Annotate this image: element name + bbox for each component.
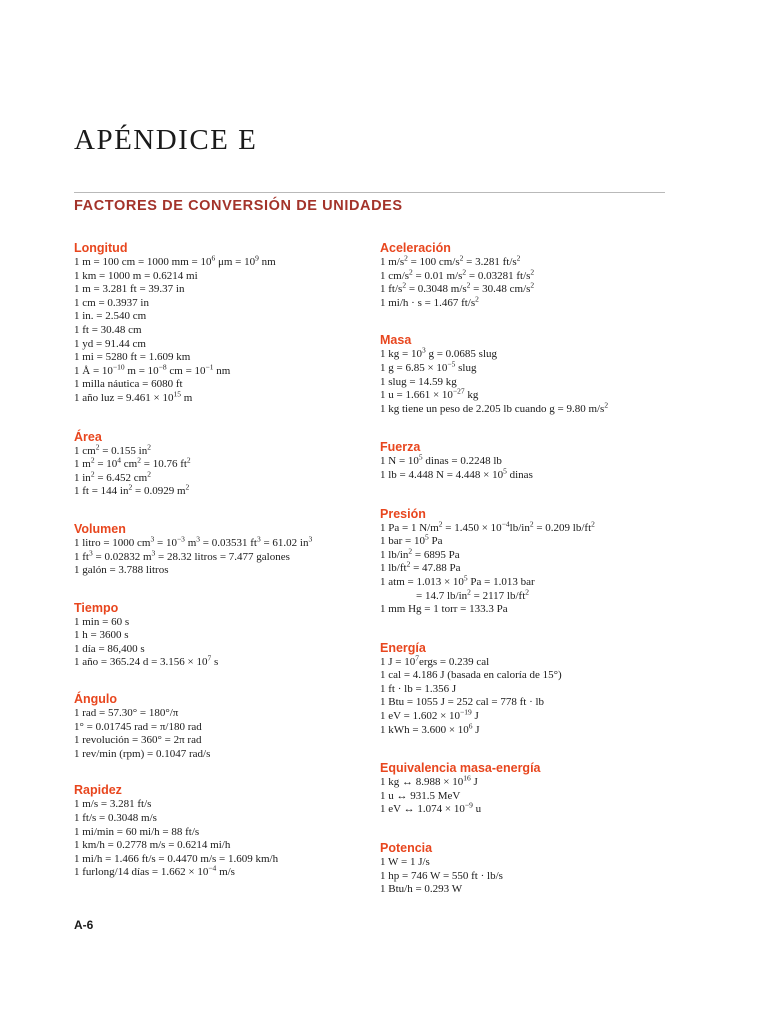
left-column xyxy=(74,241,364,880)
conversion-line: 1 $lb/ft^2 = 47.88$ Pa xyxy=(380,559,461,575)
section-title: Energía xyxy=(380,640,426,655)
conversion-line: 1 m/s = 3.281 ft/s xyxy=(74,798,152,811)
section-heading: FACTORES DE CONVERSIÓN DE UNIDADES xyxy=(74,198,403,214)
section-tiempo xyxy=(74,601,364,670)
conversion-line: = 14.7 $lb/in^2 = 2117$ $lb/ft^2$ xyxy=(416,586,530,602)
conversion-line: 1 furlong/14 días = $1.662 \times 10^{-4}$ m/s xyxy=(74,863,235,879)
section-title: Rapidez xyxy=(74,783,122,798)
conversion-line: 1° = 0.01745 rad = π/180 rad xyxy=(74,720,202,733)
conversion-line: 1 cm = 0.3937 in xyxy=(74,296,149,309)
conversion-line: 1 $N = 10^5$ dinas = 0.2248 lb xyxy=(380,452,502,468)
conversion-line: 1 mm Hg = 1 torr = 133.3 Pa xyxy=(380,603,508,616)
conversion-line: 1 $in^2 = 6.452$ $cm^2$ xyxy=(74,469,151,484)
conversion-line: 1 mi/h · s = 1.467 $ft/s^2$ xyxy=(380,294,479,309)
conversion-line: 1 W = 1 J/s xyxy=(380,856,430,869)
conversion-line: 1 $ft^3 = 0.02832$ $m^3 = 28.32$ litros = 7.477 galones xyxy=(74,547,290,563)
conversion-line: 1 año = 365.24 $d = 3.156 \times 10^7$ s xyxy=(74,653,219,669)
conversion-line: 1 Pa = 1 $N/m^2 = 1.450 \times 10^{-4}lb/in^2 = 0.209$ $lb/ft^2$ xyxy=(380,518,595,534)
conversion-line: 1 h = 3600 s xyxy=(74,629,129,642)
conversion-line: 1 eV = $1.602 \times 10^{-19}$ J xyxy=(380,707,479,723)
conversion-line: 1 rad = 57.30° = 180°/π xyxy=(74,707,179,720)
section-aceleracion xyxy=(380,241,680,310)
conversion-line: 1 mi/h = 1.466 ft/s = 0.4470 m/s = 1.609 km/h xyxy=(74,852,279,865)
conversion-line: 1 Btu/h = 0.293 W xyxy=(380,883,463,896)
section-longitud xyxy=(74,241,364,406)
conversion-line: 1 milla náutica = 6080 ft xyxy=(74,378,183,391)
conversion-line: 1 día = 86,400 s xyxy=(74,642,145,655)
section-masa xyxy=(380,333,680,416)
conversion-line: 1 $g = 6.85 \times 10^{-5}$ slug xyxy=(380,359,477,374)
conversion-line: 1 km/h = 0.2778 m/s = 0.6214 mi/h xyxy=(74,839,231,852)
section-title: Equivalencia masa-energía xyxy=(380,761,541,776)
conversion-line: 1 kg ↔ $8.988 \times 10^{16}$ J xyxy=(380,773,478,789)
section-volumen xyxy=(74,522,364,578)
section-angulo xyxy=(74,692,364,761)
page-number: A-6 xyxy=(74,918,94,932)
conversion-line: 1 cal = 4.186 J (basada en caloría de 15°) xyxy=(380,669,562,682)
conversion-line: 1 in. = 2.540 cm xyxy=(74,310,147,323)
section-title: Fuerza xyxy=(380,440,421,455)
conversion-line: 1 año luz = $9.461 \times 10^{15}$ m xyxy=(74,389,193,404)
section-title: Ángulo xyxy=(74,692,118,707)
conversion-line: 1 $ft/s^2 = 0.3048$ $m/s^2 = 30.48$ $cm/s^2$ xyxy=(380,280,535,296)
conversion-line: 1 $J = 10^7ergs = 0.239$ cal xyxy=(380,653,490,668)
section-equivalencia xyxy=(380,761,680,817)
conversion-line: 1 mi/min = 60 mi/h = 88 ft/s xyxy=(74,825,200,838)
conversion-line: 1 min = 60 s xyxy=(74,615,130,628)
section-presion xyxy=(380,507,680,617)
conversion-line: 1 yd = 91.44 cm xyxy=(74,337,146,350)
conversion-line: 1 hp = 746 W = 550 ft · lb/s xyxy=(380,869,503,882)
conversion-line: 1 slug = 14.59 kg xyxy=(380,375,457,388)
conversion-line: 1 kWh = $3.600 \times 10^6$ J xyxy=(380,721,480,736)
section-title: Potencia xyxy=(380,841,433,856)
conversion-line: 1 lb = 4.448 $N = 4.448 \times 10^5$ dinas xyxy=(380,466,533,481)
section-title: Masa xyxy=(380,333,412,348)
conversion-line: 1 $lb/in^2 = 6895$ Pa xyxy=(380,546,460,561)
conversion-line: 1 revolución = 360° = 2π rad xyxy=(74,734,202,747)
conversion-line: 1 kg tiene un peso de 2.205 lb cuando g = 9.80 $m/s^2$ xyxy=(380,400,609,415)
conversion-line: 1 ft = 30.48 cm xyxy=(74,323,142,336)
section-fuerza xyxy=(380,440,680,482)
conversion-line: 1 Å = $10^{-10}$ $m = 10^{-8}$ cm = $10^{-1}$ nm xyxy=(74,362,231,377)
conversion-line: 1 atm = $1.013 \times 10^5$ Pa = 1.013 bar xyxy=(380,573,535,588)
conversion-line: 1 $cm/s^2 = 0.01$ $m/s^2 = 0.03281$ $ft/s^2$ xyxy=(380,266,535,282)
conversion-line: 1 $u = 1.661 \times 10^{-27}$ kg xyxy=(380,386,479,402)
conversion-line: 1 $m/s^2 = 100$ $cm/s^2 = 3.281$ $ft/s^2$ xyxy=(380,253,521,268)
conversion-line: 1 galón = 3.788 litros xyxy=(74,564,169,577)
conversion-line: 1 $m^2 = 10^4$ $cm^2 = 10.76$ $ft^2$ xyxy=(74,455,191,471)
title-divider xyxy=(74,192,665,193)
section-potencia xyxy=(380,841,680,897)
conversion-line: 1 ft/s = 0.3048 m/s xyxy=(74,812,157,825)
conversion-line: 1 rev/min (rpm) = 0.1047 rad/s xyxy=(74,747,211,760)
section-energia xyxy=(380,641,680,738)
section-title: Volumen xyxy=(74,521,126,536)
conversion-line: 1 mi = 5280 ft = 1.609 km xyxy=(74,351,191,364)
conversion-line: 1 Btu = 1055 J = 252 cal = 778 ft · lb xyxy=(380,696,545,709)
section-title: Aceleración xyxy=(380,241,451,255)
section-rapidez xyxy=(74,783,364,880)
conversion-line: 1 eV ↔ $1.074 \times 10^{-9}$ u xyxy=(380,800,482,816)
right-column xyxy=(380,241,680,897)
conversion-line: 1 ft · lb = 1.356 J xyxy=(380,682,457,695)
section-area xyxy=(74,430,364,499)
conversion-line: 1 kg = $10^3$ g = 0.0685 slug xyxy=(380,345,498,361)
appendix-title: APÉNDICE E xyxy=(74,124,258,156)
section-title: Presión xyxy=(380,506,426,521)
conversion-line: 1 km = 1000 m = 0.6214 mi xyxy=(74,269,198,282)
section-title: Tiempo xyxy=(74,600,119,615)
conversion-line: 1 bar = $10^5$ Pa xyxy=(380,532,443,548)
conversion-line: 1 u ↔ 931.5 MeV xyxy=(380,789,461,802)
section-title: Longitud xyxy=(74,241,128,255)
conversion-line: 1 m = 3.281 ft = 39.37 in xyxy=(74,283,185,296)
conversion-line: 1 m = 100 cm = 1000 mm = $10^6$ $\mu m = 10^9$ nm xyxy=(74,253,276,268)
conversion-line: 1 ft = 144 $in^2 = 0.0929$ $m^2$ xyxy=(74,482,190,498)
conversion-line: 1 $cm^2 = 0.155$ $in^2$ xyxy=(74,441,151,457)
conversion-line: 1 litro = 1000 $cm^3 = 10^{-3}$ $m^3 = 0.03531$ $ft^3 = 61.02$ $in^3$ xyxy=(74,534,313,549)
section-title: Área xyxy=(74,429,102,444)
